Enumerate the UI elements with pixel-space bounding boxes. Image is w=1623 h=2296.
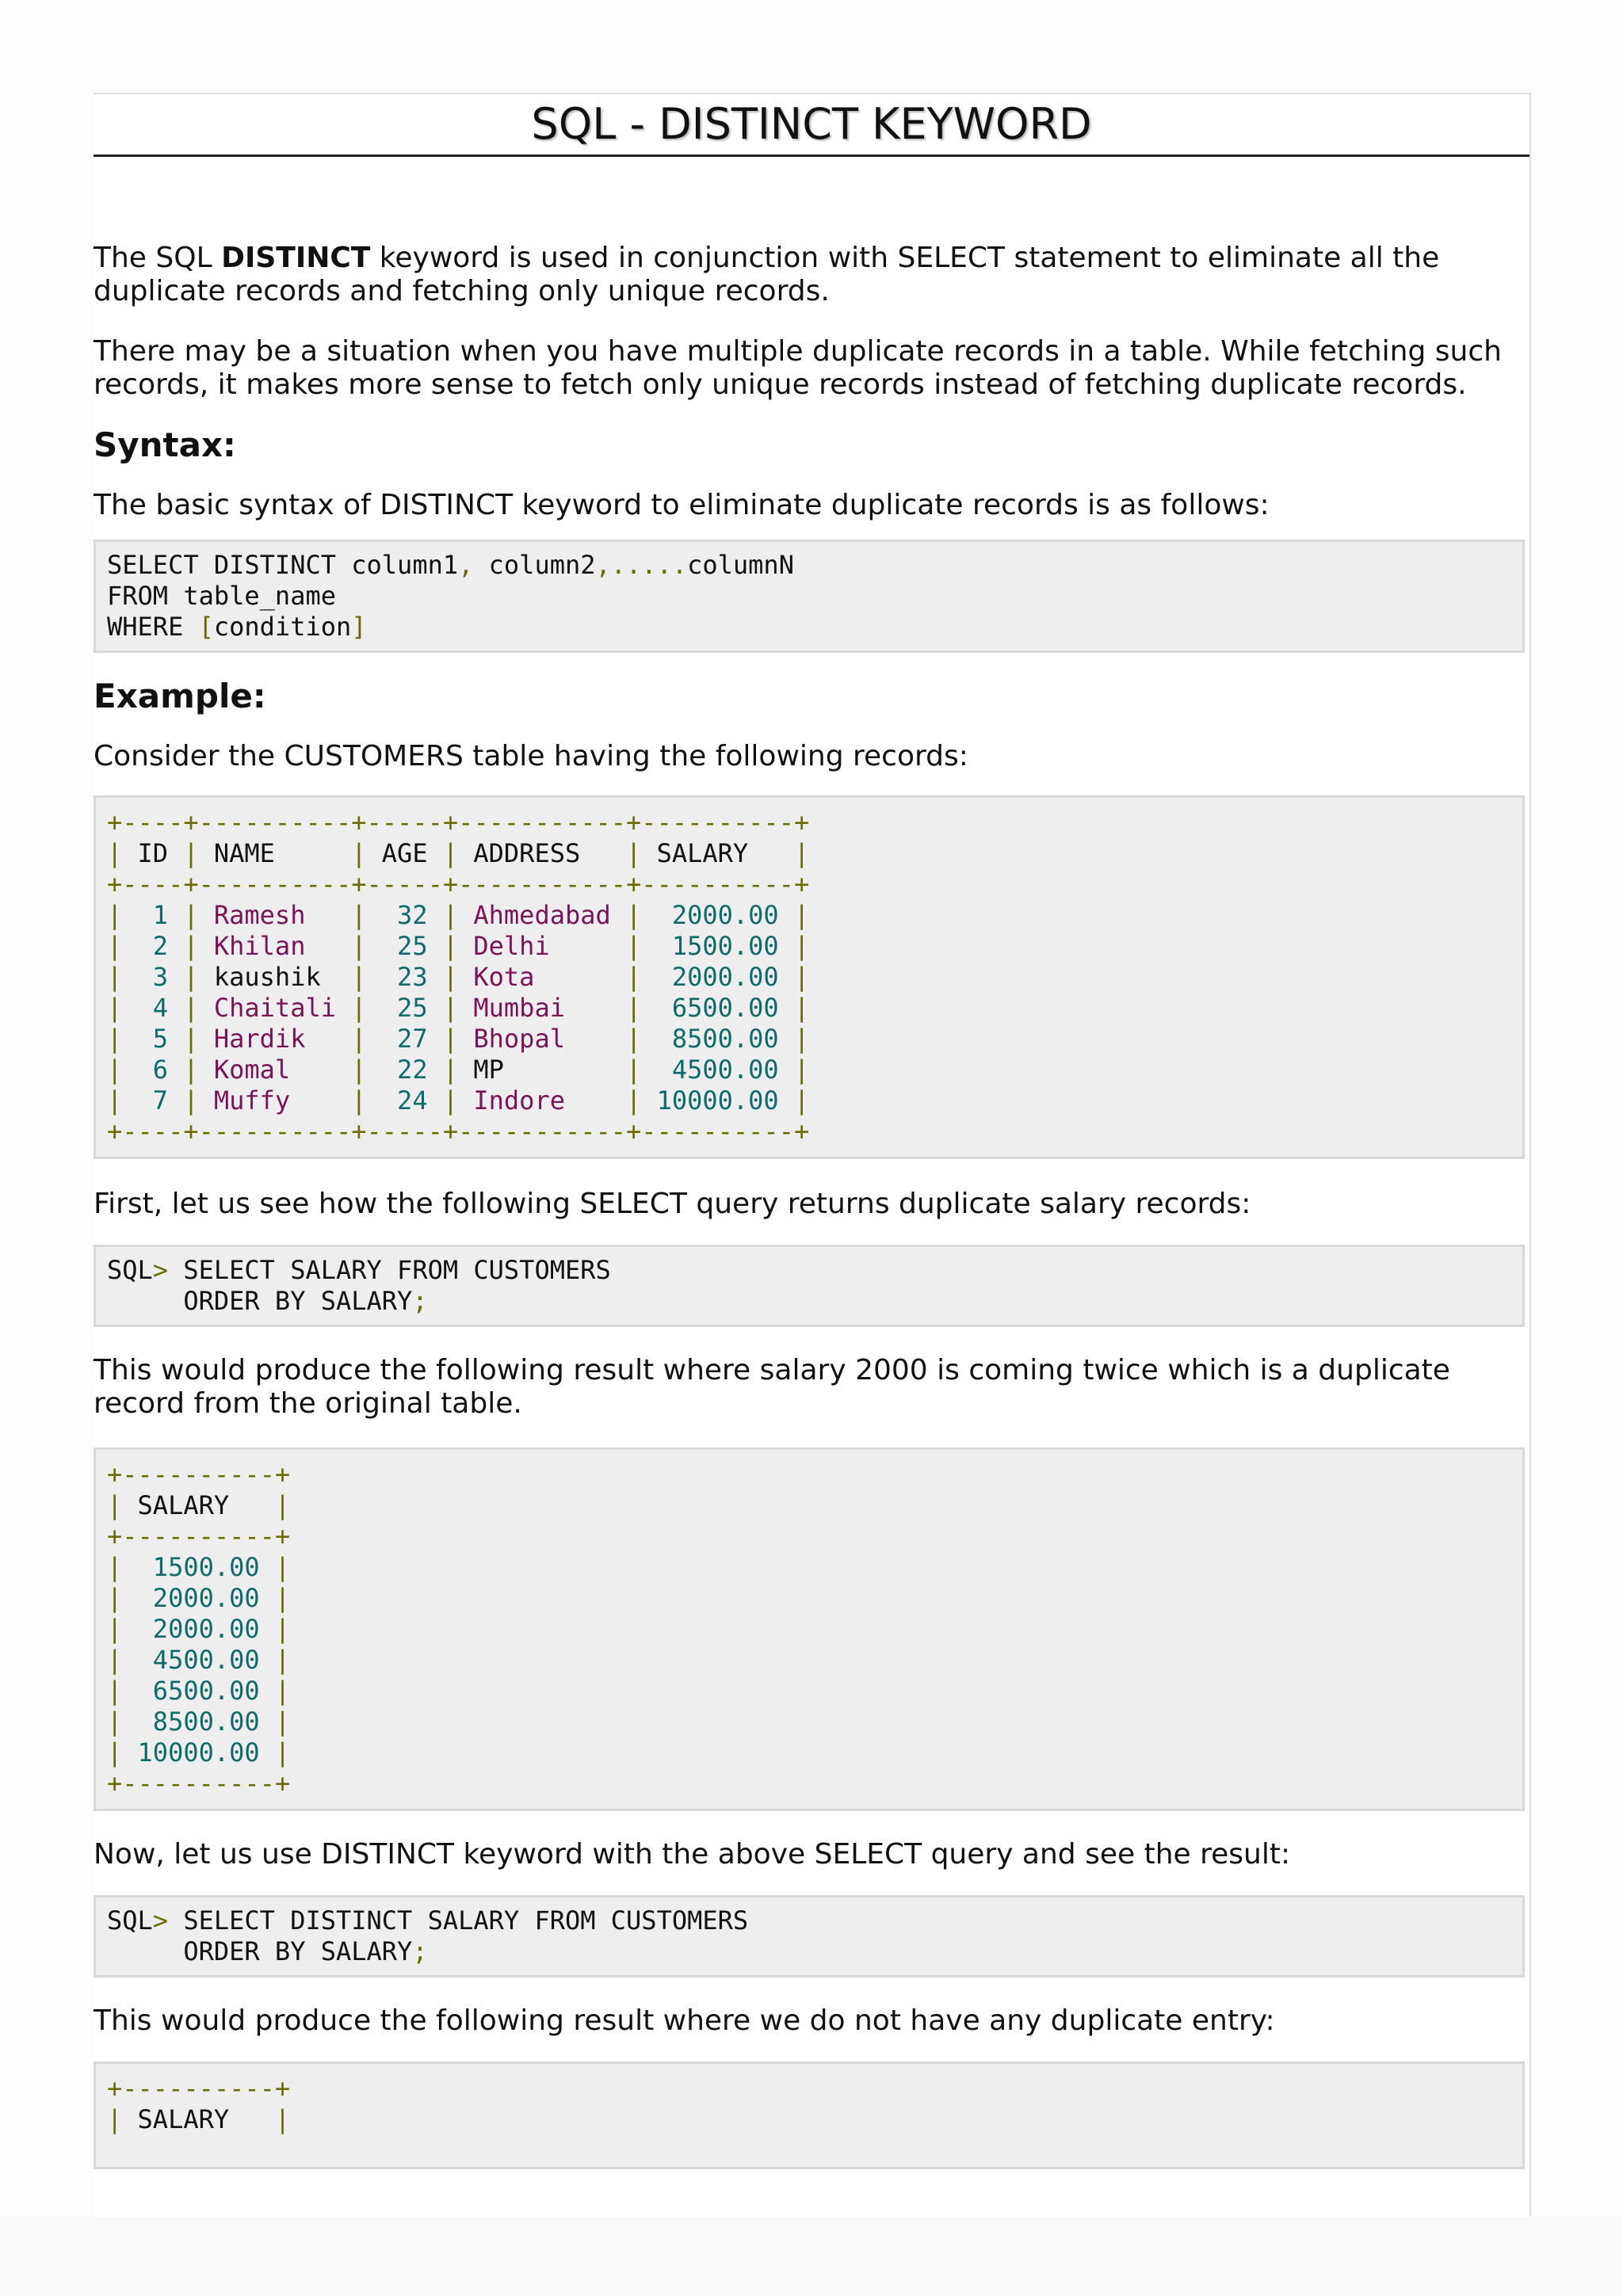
table-line [107,931,809,961]
cell-name: Komal [198,1055,352,1085]
column-header: SALARY [641,838,794,868]
table-border: | [107,962,123,992]
cell-name: Chaitali [198,993,352,1023]
cell-name: Khilan [198,931,352,961]
table-line [107,807,809,837]
cell-id: 5 [122,1024,184,1054]
table-border: | [274,1583,291,1613]
cell-address: Indore [458,1085,627,1116]
table-border: | [442,1055,459,1085]
code-text: SELECT SALARY FROM CUSTOMERS [168,1255,611,1285]
customers-table-block [94,795,1525,1159]
code-punct: > [152,1905,169,1936]
cell-salary: 10000.00 [122,1737,275,1768]
table-border: | [442,1024,459,1054]
table-border: | [107,838,123,868]
cell-age: 25 [366,993,443,1023]
table-border: | [626,931,642,961]
table-border: | [183,1055,199,1085]
cell-salary: 2000.00 [122,1583,275,1613]
cell-salary: 2000.00 [641,900,794,930]
table-border: | [626,1055,642,1085]
code-text: FROM table_name [107,581,336,611]
table-border: | [274,1614,291,1644]
table-line [107,1085,809,1116]
cell-id: 4 [122,993,184,1023]
cell-age: 23 [366,962,443,992]
table-border: | [183,931,199,961]
cell-salary: 10000.00 [641,1085,794,1116]
table-border: | [351,931,367,961]
cell-age: 24 [366,1085,443,1116]
cell-address: MP [458,1055,627,1085]
table-line [107,838,809,868]
intro-paragraph-1 [94,242,1504,308]
table-border: | [793,993,810,1023]
cell-name: kaushik [198,962,352,992]
column-header: AGE [366,838,443,868]
table-border: | [351,993,367,1023]
table-border: | [793,838,810,868]
table-border: +----------+ [107,1459,291,1489]
table-border: | [107,931,123,961]
table-border: | [626,838,642,868]
cell-salary: 8500.00 [122,1707,275,1737]
column-header: ADDRESS [458,838,627,868]
table-line [107,1055,809,1085]
table-border: | [442,1085,459,1116]
table-border: | [183,1024,199,1054]
code-text: SELECT DISTINCT SALARY FROM CUSTOMERS [168,1905,749,1936]
cell-age: 22 [366,1055,443,1085]
cell-age: 27 [366,1024,443,1054]
table-border: | [183,838,199,868]
cell-id: 7 [122,1085,184,1116]
cell-address: Bhopal [458,1024,627,1054]
code-punct: ,..... [595,550,688,580]
code-text: SELECT DISTINCT column1 [107,550,459,580]
code-text: ORDER BY SALARY [107,1936,413,1966]
table-border: | [183,1085,199,1116]
table-border: | [793,931,810,961]
cell-address: Ahmedabad [458,900,627,930]
intro-text-rest: keyword is used in conjunction with SELECT statement to eliminate all the duplicate records and fetching only unique records. [94,242,1440,307]
table-border: | [793,1055,810,1085]
table-border: | [107,1490,123,1520]
cell-id: 6 [122,1055,184,1085]
table-border: | [626,1024,642,1054]
table-border: | [274,2104,291,2134]
table-border: +----------+ [107,2073,291,2103]
code-punct: , [458,550,474,580]
example-heading: Example: [94,677,266,715]
table-border: | [107,1583,123,1613]
column-header: SALARY [122,1490,275,1520]
cell-salary: 4500.00 [641,1055,794,1085]
cell-salary: 8500.00 [641,1024,794,1054]
cell-name: Muffy [198,1085,352,1116]
table-line [107,869,809,899]
intro-text-lead: The SQL [94,242,222,274]
cell-age: 25 [366,931,443,961]
cell-salary: 1500.00 [641,931,794,961]
query1-code-block [94,1245,1525,1327]
cell-salary: 1500.00 [122,1552,275,1582]
table-border: +----------+ [107,1521,291,1551]
code-text: WHERE [107,612,199,642]
result2-description: This would produce the following result where we do not have any duplicate entry: [94,2004,1275,2037]
code-punct: > [152,1255,169,1285]
table-border: | [793,900,810,930]
result1-description: This would produce the following result where salary 2000 is coming twice which is a duplicate record from the original table. [94,1354,1450,1420]
table-border: | [183,962,199,992]
table-border: | [183,900,199,930]
result2-table-block [94,2061,1525,2169]
table-border: +----+----------+-----+-----------+----------+ [107,1116,810,1146]
table-border: | [793,962,810,992]
cell-salary: 2000.00 [122,1614,275,1644]
cell-salary: 4500.00 [122,1645,275,1675]
table-border: | [274,1490,291,1520]
cell-age: 32 [366,900,443,930]
table-border: | [351,900,367,930]
table-line [107,1024,809,1054]
table-border: +----+----------+-----+-----------+----------+ [107,807,810,837]
result1-table-block [94,1447,1525,1811]
table-border: | [351,838,367,868]
table-border: | [107,1707,123,1737]
table-border: | [107,1737,123,1768]
document-page [94,93,1531,2218]
code-punct: ; [412,1936,428,1966]
table-border: | [442,931,459,961]
page-title: SQL - DISTINCT KEYWORD [94,94,1529,157]
table-border: | [107,1645,123,1675]
table-border: | [793,1085,810,1116]
table-border: | [442,962,459,992]
code-text: SQL [107,1255,153,1285]
table-line [107,962,809,992]
intro-paragraph-2: There may be a situation when you have multiple duplicate records in a table. While fetching such records, it makes more sense to fetch only unique records instead of fetching duplicate records. [94,335,1502,401]
cell-salary: 6500.00 [641,993,794,1023]
table-border: | [442,993,459,1023]
table-border: | [351,1055,367,1085]
table-border: | [107,1085,123,1116]
query2-code-block [94,1895,1525,1978]
table-border: | [793,1024,810,1054]
column-header: SALARY [122,2104,275,2134]
syntax-description: The basic syntax of DISTINCT keyword to eliminate duplicate records is as follows: [94,489,1270,521]
code-punct: ] [351,612,367,642]
table-border: | [107,1552,123,1582]
code-punct: ; [412,1286,428,1316]
cell-name: Hardik [198,1024,352,1054]
cell-id: 2 [122,931,184,961]
column-header: NAME [198,838,352,868]
table-border: | [442,838,459,868]
code-text: column2 [473,550,596,580]
page-bottom-margin [0,2217,1623,2296]
query2-description: Now, let us use DISTINCT keyword with the above SELECT query and see the result: [94,1838,1291,1871]
cell-name: Ramesh [198,900,352,930]
table-line [107,900,809,930]
code-text: condition [213,612,352,642]
cell-address: Delhi [458,931,627,961]
table-border: | [626,962,642,992]
cell-salary: 6500.00 [122,1676,275,1706]
table-border: | [274,1676,291,1706]
table-border: | [274,1707,291,1737]
syntax-heading: Syntax: [94,425,236,464]
code-text: SQL [107,1905,153,1936]
cell-salary: 2000.00 [641,962,794,992]
table-border: | [107,1614,123,1644]
table-border: | [626,900,642,930]
table-border: | [107,1676,123,1706]
distinct-keyword-bold: DISTINCT [221,242,371,274]
table-border: | [107,900,123,930]
cell-address: Kota [458,962,627,992]
table-border: | [626,993,642,1023]
table-border: | [626,1085,642,1116]
table-border: +----------+ [107,1768,291,1798]
code-text: ORDER BY SALARY [107,1286,413,1316]
table-border: | [274,1645,291,1675]
table-border: | [183,993,199,1023]
document-body [94,242,1520,2169]
table-border: | [107,2104,123,2134]
table-border: | [442,900,459,930]
code-punct: [ [198,612,214,642]
example-description: Consider the CUSTOMERS table having the following records: [94,740,968,772]
table-border: +----+----------+-----+-----------+----------+ [107,869,810,899]
table-border: | [107,1055,123,1085]
table-border: | [274,1737,291,1768]
query1-description: First, let us see how the following SELECT query returns duplicate salary records: [94,1188,1251,1220]
cell-address: Mumbai [458,993,627,1023]
table-border: | [107,993,123,1023]
cell-id: 3 [122,962,184,992]
table-border: | [274,1552,291,1582]
table-line [107,993,809,1023]
table-border: | [351,962,367,992]
cell-id: 1 [122,900,184,930]
column-header: ID [122,838,184,868]
code-text: columnN [687,550,794,580]
table-border: | [351,1024,367,1054]
table-border: | [107,1024,123,1054]
syntax-code-block [94,540,1525,653]
table-border: | [351,1085,367,1116]
